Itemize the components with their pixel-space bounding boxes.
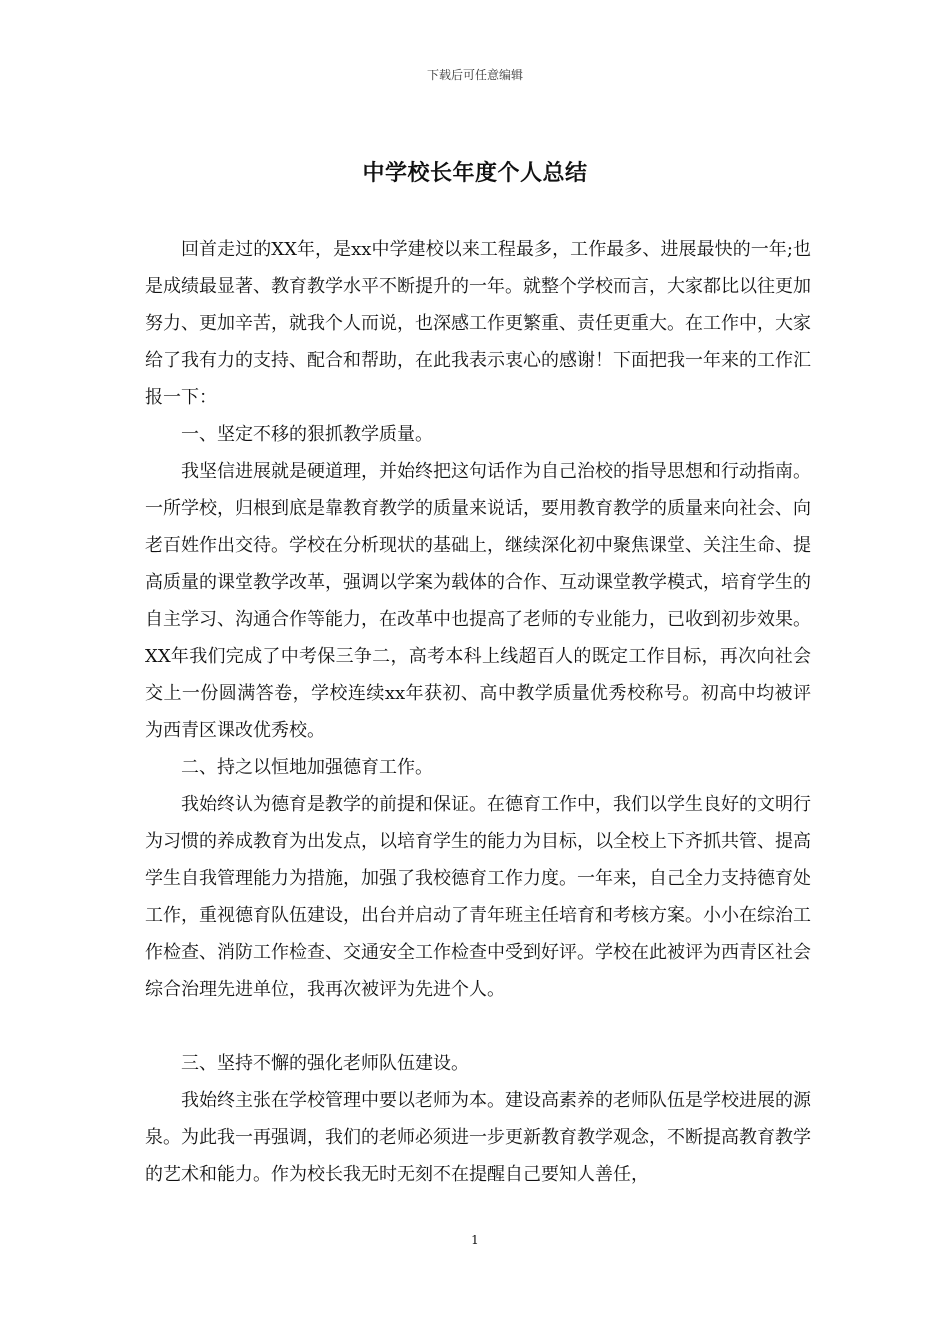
- paragraph-teacher-team: 我始终主张在学校管理中要以老师为本。建设高素养的老师队伍是学校进展的源泉。为此我一再强调，我们的老师必须进一步更新教育教学观念，不断提高教育教学的艺术和能力。作为校长我无时无刻不在提醒自己要知人善任，: [145, 1090, 811, 1185]
- section-heading-moral-education: 二、持之以恒地加强德育工作。: [181, 757, 433, 778]
- paragraph-intro: 回首走过的XX年，是xx中学建校以来工程最多，工作最多、进展最快的一年;也是成绩最显著、教育教学水平不断提升的一年。就整个学校而言，大家都比以往更加努力、更加辛苦，就我个人而说，也深感工作更繁重、责任更重大。在工作中，大家给了我有力的支持、配合和帮助，在此我表示衷心的感谢！下面把我一年来的工作汇报一下：: [145, 239, 811, 408]
- paragraph-teaching-quality: 我坚信进展就是硬道理，并始终把这句话作为自己治校的指导思想和行动指南。一所学校，归根到底是靠教育教学的质量来说话，要用教育教学的质量来向社会、向老百姓作出交待。学校在分析现状的基础上，继续深化初中聚焦课堂、关注生命、提高质量的课堂教学改革，强调以学案为载体的合作、互动课堂教学模式，培育学生的自主学习、沟通合作等能力，在改革中也提高了老师的专业能力，已收到初步效果。XX年我们完成了中考保三争二，高考本科上线超百人的既定工作目标，再次向社会交上一份圆满答卷，学校连续xx年获初、高中教学质量优秀校称号。初高中均被评为西青区课改优秀校。: [145, 461, 811, 741]
- page-number: 1: [471, 1233, 479, 1247]
- section-heading-teaching-quality: 一、坚定不移的狠抓教学质量。: [181, 424, 433, 445]
- section-heading-teacher-team: 三、坚持不懈的强化老师队伍建设。: [181, 1053, 469, 1074]
- document-title: 中学校长年度个人总结: [362, 160, 588, 186]
- page-header-note: 下载后可任意编辑: [426, 68, 523, 82]
- document-body: [145, 231, 811, 1193]
- paragraph-moral-education: 我始终认为德育是教学的前提和保证。在德育工作中，我们以学生良好的文明行为习惯的养成教育为出发点，以培育学生的能力为目标，以全校上下齐抓共管、提高学生自我管理能力为措施，加强了我校德育工作力度。一年来，自己全力支持德育处工作，重视德育队伍建设，出台并启动了青年班主任培育和考核方案。小小在综治工作检查、消防工作检查、交通安全工作检查中受到好评。学校在此被评为西青区社会综合治理先进单位，我再次被评为先进个人。: [145, 794, 811, 1000]
